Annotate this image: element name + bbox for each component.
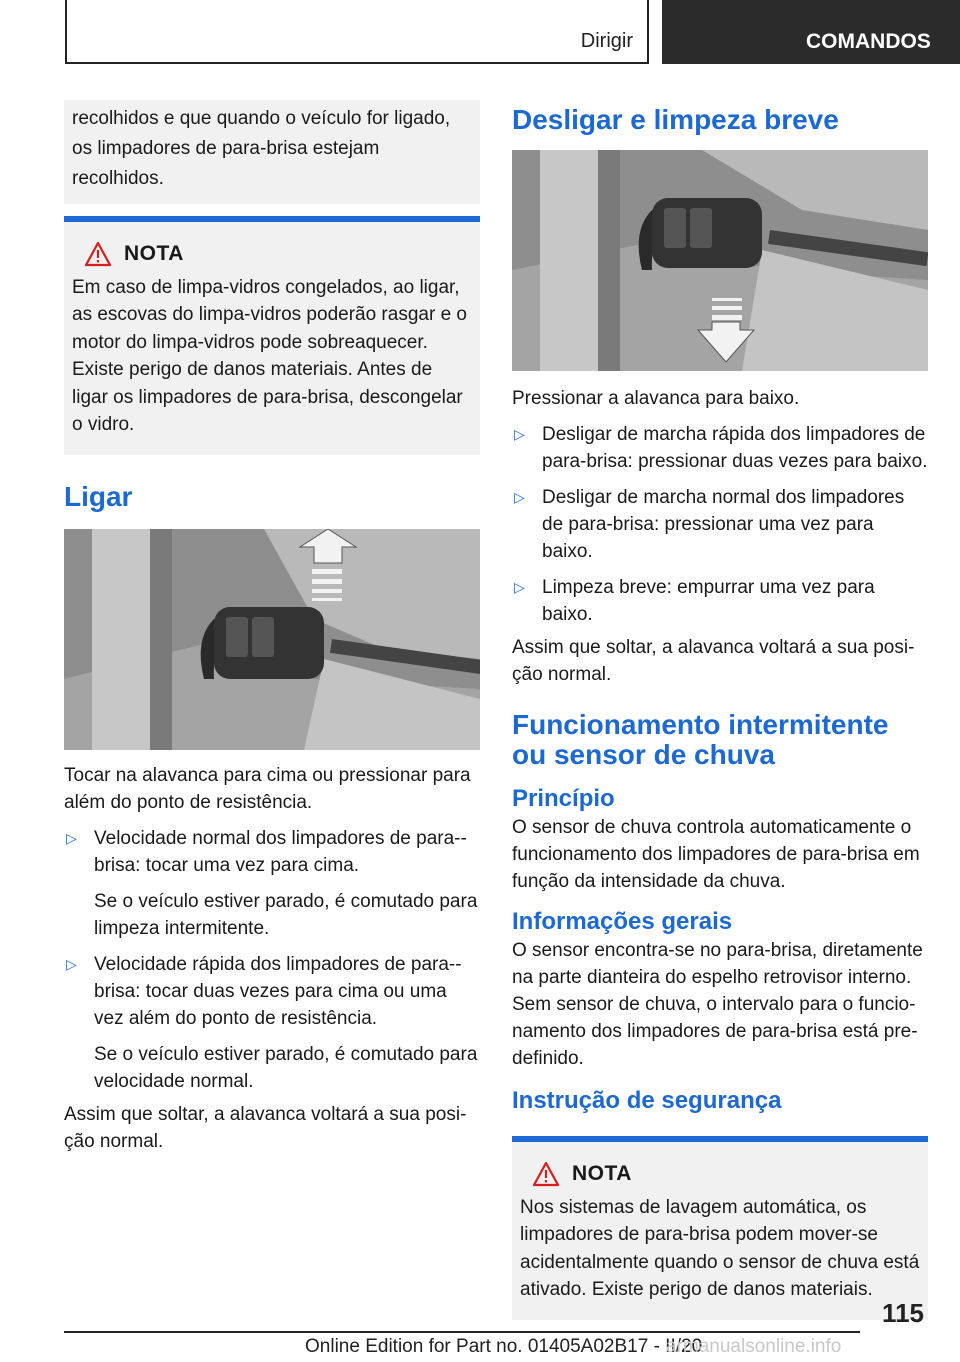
ligar-intro: Tocar na alavanca para cima ou pressionar para além do ponto de resistência.: [64, 764, 471, 813]
subheading-seguranca: Instrução de segurança: [512, 1087, 782, 1114]
informacoes-text: O sensor encontra-se no para-brisa, diretamente na parte dianteira do espelho retrovisor interno. Sem sensor de chuva, o intervalo para o funcionamento dos limpadores de para-brisa está predefinido.: [512, 940, 923, 1069]
warning-triangle-icon: [532, 1161, 560, 1187]
footer-watermark: armanualsonline.info: [666, 1336, 842, 1357]
footer-edition: Online Edition for Part no. 01405A02B17 - II/20: [305, 1336, 703, 1357]
lever-up-illustration-graphic: [64, 529, 480, 750]
triangle-bullet-icon: ▷: [514, 489, 525, 505]
section-heading-desligar: Desligar e limpeza breve: [512, 104, 839, 135]
subheading-informacoes: Informações gerais: [512, 908, 733, 935]
ligar-outro: Assim que soltar, a alavanca voltará a sua posição normal.: [64, 1103, 467, 1152]
desligar-list: [512, 421, 928, 628]
list-item-text: Limpeza breve: empurrar uma vez para baixo.: [542, 577, 875, 625]
header-section-tab: [65, 0, 649, 64]
list-item-subtext: Se o veículo estiver parado, é comutado para velocidade normal.: [94, 1043, 478, 1092]
triangle-bullet-icon: ▷: [66, 829, 77, 846]
list-item: [64, 951, 480, 1095]
footer-divider: [64, 1331, 860, 1333]
list-item-text: Desligar de marcha normal dos limpadores de para-brisa: pressionar uma vez para baixo.: [542, 487, 905, 562]
note-text: Nos sistemas de lavagem automática, os limpadores de para-brisa podem mover-se acidentalmente quando o sensor de chuva está ativado. Existe perigo de danos materiais.: [520, 1196, 920, 1300]
note-box-wipers-frozen: [64, 216, 480, 455]
left-column: [64, 100, 480, 1155]
continued-text-box: [64, 100, 480, 204]
note-box-car-wash: [512, 1136, 928, 1320]
illustration-lever-down: [512, 150, 928, 371]
list-item-subtext: Se o veículo estiver parado, é comutado para limpeza intermitente.: [94, 890, 478, 939]
section-heading-ligar: Ligar: [64, 480, 133, 512]
section-heading-intermitente: Funcionamento intermitente ou sensor de chuva: [512, 709, 889, 770]
list-item: [512, 421, 928, 475]
lever-down-illustration-graphic: [512, 150, 928, 371]
note-text: Em caso de limpa-vidros congelados, ao ligar, as escovas do limpa-vidros poderão rasgar e o motor do limpa-vidros pode sobreaquecer. Existe perigo de danos materiais. Antes de ligar os limpadores de para-brisa, descongelar o vidro.: [72, 276, 467, 435]
note-header: [520, 1160, 920, 1188]
illustration-lever-up: [64, 529, 480, 750]
list-item: [512, 574, 928, 628]
right-column: [512, 100, 928, 1320]
desligar-intro: Pressionar a alavanca para baixo.: [512, 388, 800, 409]
warning-triangle-icon: [84, 241, 112, 267]
desligar-outro: Assim que soltar, a alavanca voltará a sua posição normal.: [512, 637, 915, 685]
page-number: 115: [882, 1298, 924, 1328]
list-item-text: Velocidade rápida dos limpadores de para-brisa: tocar duas vezes para cima ou uma vez além do ponto de resistência.: [94, 953, 462, 1029]
principio-text: O sensor de chuva controla automaticamente o funcionamento dos limpadores de para-brisa em função da intensidade da chuva.: [512, 817, 920, 892]
list-item-text: Velocidade normal dos limpadores de para-brisa: tocar uma vez para cima.: [94, 827, 467, 876]
triangle-bullet-icon: ▷: [514, 426, 525, 442]
note-title: NOTA: [572, 1162, 632, 1185]
continued-text: recolhidos e que quando o veículo for ligado, os limpadores de para-brisa estejam recolhidos.: [72, 108, 451, 189]
list-item: [64, 825, 480, 942]
list-item: [512, 484, 928, 565]
subheading-principio: Princípio: [512, 785, 615, 812]
triangle-bullet-icon: ▷: [514, 579, 525, 595]
note-title: NOTA: [124, 242, 184, 265]
list-item-text: Desligar de marcha rápida dos limpadores de para-brisa: pressionar duas vezes para baixo.: [542, 424, 928, 472]
header-section-label: Dirigir: [580, 30, 633, 52]
note-header: [72, 240, 472, 268]
ligar-list: [64, 825, 480, 1095]
triangle-bullet-icon: ▷: [66, 955, 77, 972]
header-chapter-tab: COMANDOS: [662, 0, 960, 64]
